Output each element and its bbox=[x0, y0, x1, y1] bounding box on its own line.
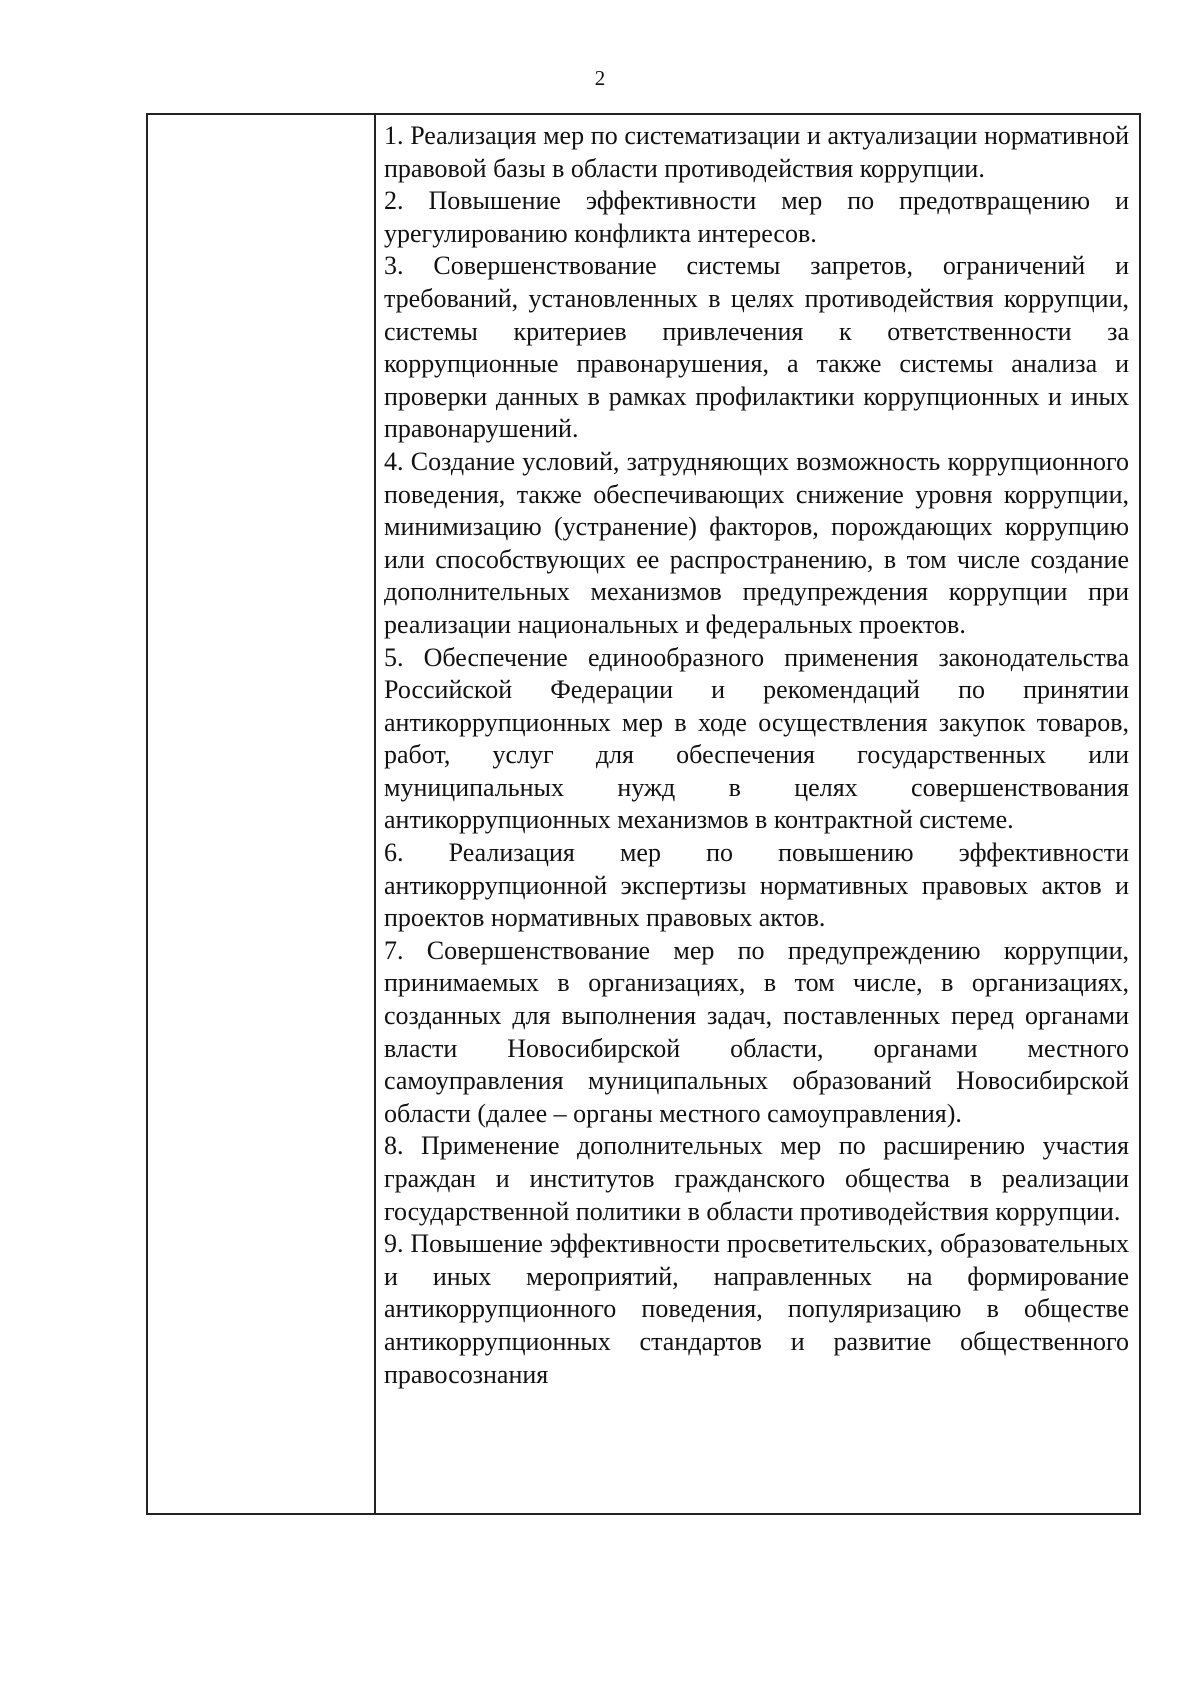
list-item-9: 9. Повышение эффективности просветительских, образовательных и иных мероприятий, направленных на формирование антикоррупционного поведения, популяризацию в обществе антикоррупционных стандартов и развитие общественного правосознания bbox=[384, 1229, 1129, 1389]
list-item-4: 4. Создание условий, затрудняющих возможность коррупционного поведения, также обеспечивающих снижение уровня коррупции, минимизацию (устранение) факторов, порождающих коррупцию или способствующих ее распространению, в том числе создание дополнительных механизмов предупреждения коррупции при реализации национальных и федеральных проектов. bbox=[384, 446, 1129, 639]
list-item-8: 8. Применение дополнительных мер по расширению участия граждан и институтов гражданского общества в реализации государственной политики в области противодействия коррупции. bbox=[384, 1131, 1129, 1226]
list-item-2: 2. Повышение эффективности мер по предотвращению и урегулированию конфликта интересов. bbox=[384, 186, 1129, 248]
list-item-6: 6. Реализация мер по повышению эффективности антикоррупционной экспертизы нормативных правовых актов и проектов нормативных правовых актов. bbox=[384, 838, 1129, 933]
table-left-cell bbox=[148, 115, 376, 1513]
list-item-7: 7. Совершенствование мер по предупреждению коррупции, принимаемых в организациях, в том числе, в организациях, созданных для выполнения задач, поставленных перед органами власти Новосибирской области, органами местного самоуправления муниципальных образований Новосибирской области (далее – органы местного самоуправления). bbox=[384, 935, 1129, 1128]
table-right-cell bbox=[376, 115, 1139, 1513]
page-number: 2 bbox=[594, 66, 606, 90]
list-item-3: 3. Совершенствование системы запретов, ограничений и требований, установленных в целях противодействия коррупции, системы критериев привлечения к ответственности за коррупционные правонарушения, а также системы анализа и проверки данных в рамках профилактики коррупционных и иных правонарушений. bbox=[384, 251, 1129, 444]
list-item-5: 5. Обеспечение единообразного применения законодательства Российской Федерации и рекомендаций по принятии антикоррупционных мер в ходе осуществления закупок товаров, работ, услуг для обеспечения государственных или муниципальных нужд в целях совершенствования антикоррупционных механизмов в контрактной системе. bbox=[384, 642, 1129, 835]
document-table bbox=[146, 113, 1141, 1515]
list-item-1: 1. Реализация мер по систематизации и актуализации нормативной правовой базы в области противодействия коррупции. bbox=[384, 121, 1129, 183]
